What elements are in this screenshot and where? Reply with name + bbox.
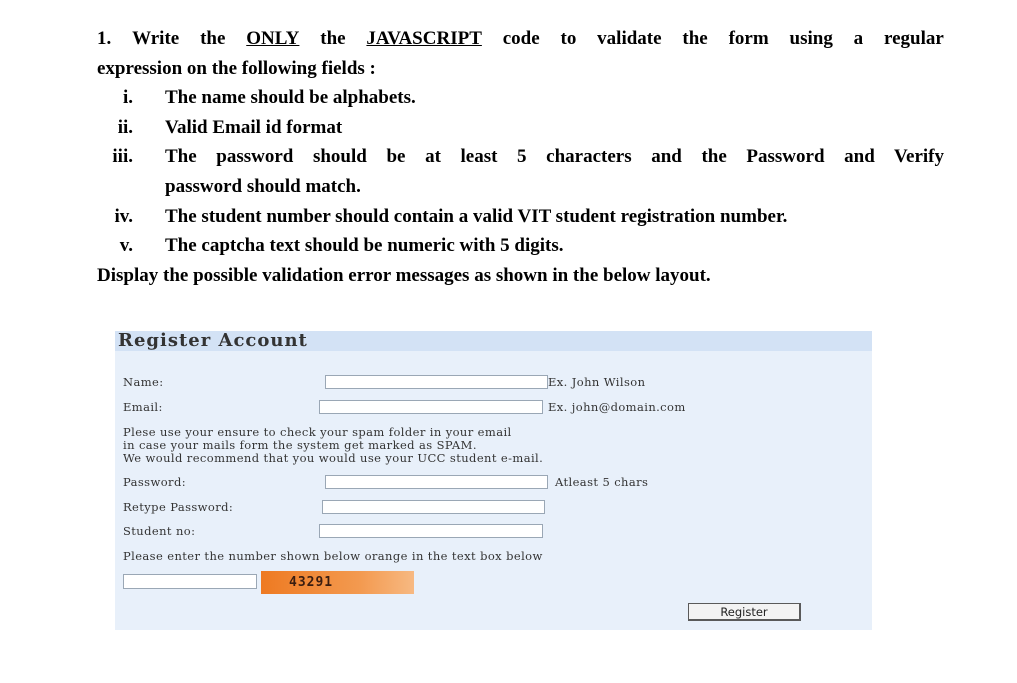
item-text-continuation: password should match. — [165, 175, 361, 197]
word-write: Write — [132, 28, 180, 49]
list-item — [97, 142, 944, 201]
email-label: Email: — [123, 400, 163, 414]
retype-password-input[interactable] — [322, 500, 545, 514]
item-text: The captcha text should be numeric with 5 digits. — [165, 235, 564, 257]
captcha-input[interactable] — [123, 574, 257, 589]
word-validate: validate — [597, 28, 662, 49]
password-hint: Atleast 5 chars — [555, 475, 649, 489]
register-form-screenshot — [115, 331, 872, 630]
word-javascript: JAVASCRIPT — [366, 28, 482, 49]
word-regular: regular — [884, 28, 944, 49]
name-hint: Ex. John Wilson — [548, 375, 646, 389]
question-line-2: expression on the following fields : — [97, 57, 376, 79]
spam-note-line-1: Plese use your ensure to check your spam folder in your email — [123, 425, 512, 439]
name-label: Name: — [123, 375, 164, 389]
student-no-input[interactable] — [319, 524, 543, 538]
word-using: using — [789, 28, 833, 49]
form-title-bar — [115, 331, 872, 351]
spam-note-line-2: in case your mails form the system get marked as SPAM. — [123, 438, 477, 452]
word-the-3: the — [682, 28, 708, 49]
retype-password-label: Retype Password: — [123, 500, 234, 514]
list-item — [97, 202, 944, 232]
word-to: to — [560, 28, 577, 49]
captcha-image: 43291 — [261, 571, 414, 594]
word-the-2: the — [320, 28, 346, 49]
item-number: iii. — [112, 146, 133, 168]
name-input[interactable] — [325, 375, 548, 389]
email-input[interactable] — [319, 400, 543, 414]
list-item — [97, 113, 944, 143]
item-text: The student number should contain a valid VIT student registration number. — [165, 205, 788, 227]
student-no-label: Student no: — [123, 524, 196, 538]
list-item — [97, 83, 944, 113]
password-input[interactable] — [325, 475, 548, 489]
item-text: Valid Email id format — [165, 116, 343, 138]
word-number: 1. — [97, 28, 112, 49]
requirement-list — [97, 83, 944, 261]
email-hint: Ex. john@domain.com — [548, 400, 686, 414]
display-instruction: Display the possible validation error messages as shown in the below layout. — [97, 264, 711, 286]
item-number: v. — [119, 235, 133, 257]
item-number: ii. — [117, 116, 133, 138]
item-number: iv. — [114, 205, 133, 227]
word-code: code — [502, 28, 540, 49]
list-item — [97, 231, 944, 261]
form-title: Register Account — [118, 331, 308, 351]
question-line-1 — [97, 24, 944, 54]
spam-note-line-3: We would recommend that you would use your UCC student e-mail. — [123, 451, 544, 465]
item-text: The password should be at least 5 characters and the Password and Verify — [165, 146, 944, 168]
question-block — [97, 24, 944, 290]
item-text: The name should be alphabets. — [165, 87, 416, 109]
password-label: Password: — [123, 475, 186, 489]
captcha-prompt: Please enter the number shown below orange in the text box below — [123, 549, 543, 563]
register-button[interactable]: Register — [688, 603, 801, 621]
word-form: form — [728, 28, 769, 49]
word-a: a — [853, 28, 864, 49]
word-only: ONLY — [246, 28, 300, 49]
item-number: i. — [122, 87, 133, 109]
word-the-1: the — [200, 28, 226, 49]
